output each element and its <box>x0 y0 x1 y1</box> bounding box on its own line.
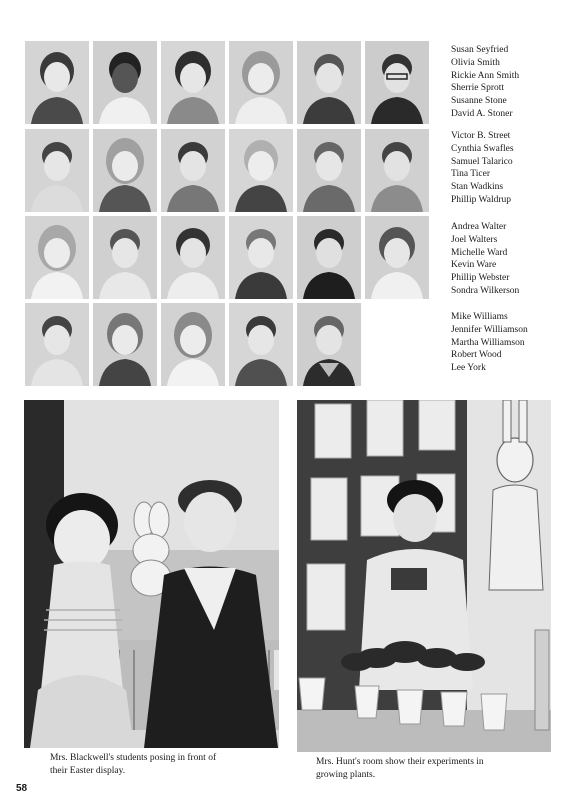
student-portrait <box>229 129 293 212</box>
page-number: 58 <box>16 783 28 794</box>
left-photo-caption <box>50 752 216 778</box>
student-portrait <box>161 216 225 299</box>
caption-line: their Easter display. <box>50 766 126 776</box>
student-portrait <box>25 216 89 299</box>
student-portrait <box>93 216 157 299</box>
student-portrait <box>229 303 293 386</box>
student-portrait <box>25 41 89 124</box>
student-portrait <box>161 129 225 212</box>
student-name: Michelle Ward <box>451 247 508 258</box>
student-name: Phillip Waldrup <box>451 194 512 205</box>
caption-line: Mrs. Blackwell's students posing in front of <box>50 753 217 763</box>
student-name: Kevin Ware <box>451 260 497 271</box>
student-name: Sondra Wilkerson <box>451 285 520 296</box>
student-portrait <box>229 41 293 124</box>
student-name: Samuel Talarico <box>451 156 513 167</box>
student-portrait <box>161 303 225 386</box>
student-portrait <box>297 303 361 386</box>
student-name: Susanne Stone <box>451 96 507 107</box>
student-name: Phillip Webster <box>451 273 510 284</box>
student-portrait <box>93 41 157 124</box>
easter-display-photo <box>24 400 279 748</box>
student-name: Andrea Walter <box>451 222 507 232</box>
student-portrait <box>229 216 293 299</box>
student-name: Cynthia Swafles <box>451 143 514 154</box>
student-portrait <box>161 41 225 124</box>
student-name: Lee York <box>451 363 486 374</box>
student-portrait <box>93 303 157 386</box>
student-name: Mike Williams <box>451 312 508 322</box>
student-name: Martha Williamson <box>451 337 525 348</box>
student-portrait <box>297 129 361 212</box>
student-name: Sherrie Sprott <box>451 83 505 94</box>
student-portrait <box>365 129 429 212</box>
student-portrait <box>297 216 361 299</box>
student-name: Stan Wadkins <box>451 182 504 193</box>
right-photo-caption <box>316 756 484 782</box>
student-portrait <box>365 41 429 124</box>
student-name: Olivia Smith <box>451 57 500 68</box>
student-name: Tina Ticer <box>451 169 490 180</box>
name-list-row-2 <box>451 130 514 207</box>
growing-plants-photo <box>297 400 551 752</box>
student-name: Joel Walters <box>451 234 498 245</box>
student-portrait <box>297 41 361 124</box>
student-portrait <box>25 303 89 386</box>
student-name: Susan Seyfried <box>451 45 509 55</box>
student-portrait <box>93 129 157 212</box>
caption-line: growing plants. <box>316 770 376 780</box>
student-name: Robert Wood <box>451 350 502 361</box>
student-portrait <box>365 216 429 299</box>
name-list-row-3 <box>451 221 519 298</box>
name-list-row-4 <box>451 311 528 375</box>
student-portrait <box>25 129 89 212</box>
student-name: David A. Stoner <box>451 108 513 119</box>
student-name: Rickie Ann Smith <box>451 70 520 81</box>
student-name: Jennifer Williamson <box>451 324 528 335</box>
student-name: Victor B. Street <box>451 131 511 141</box>
name-list-row-1 <box>451 44 519 121</box>
caption-line: Mrs. Hunt's room show their experiments in <box>316 757 484 767</box>
